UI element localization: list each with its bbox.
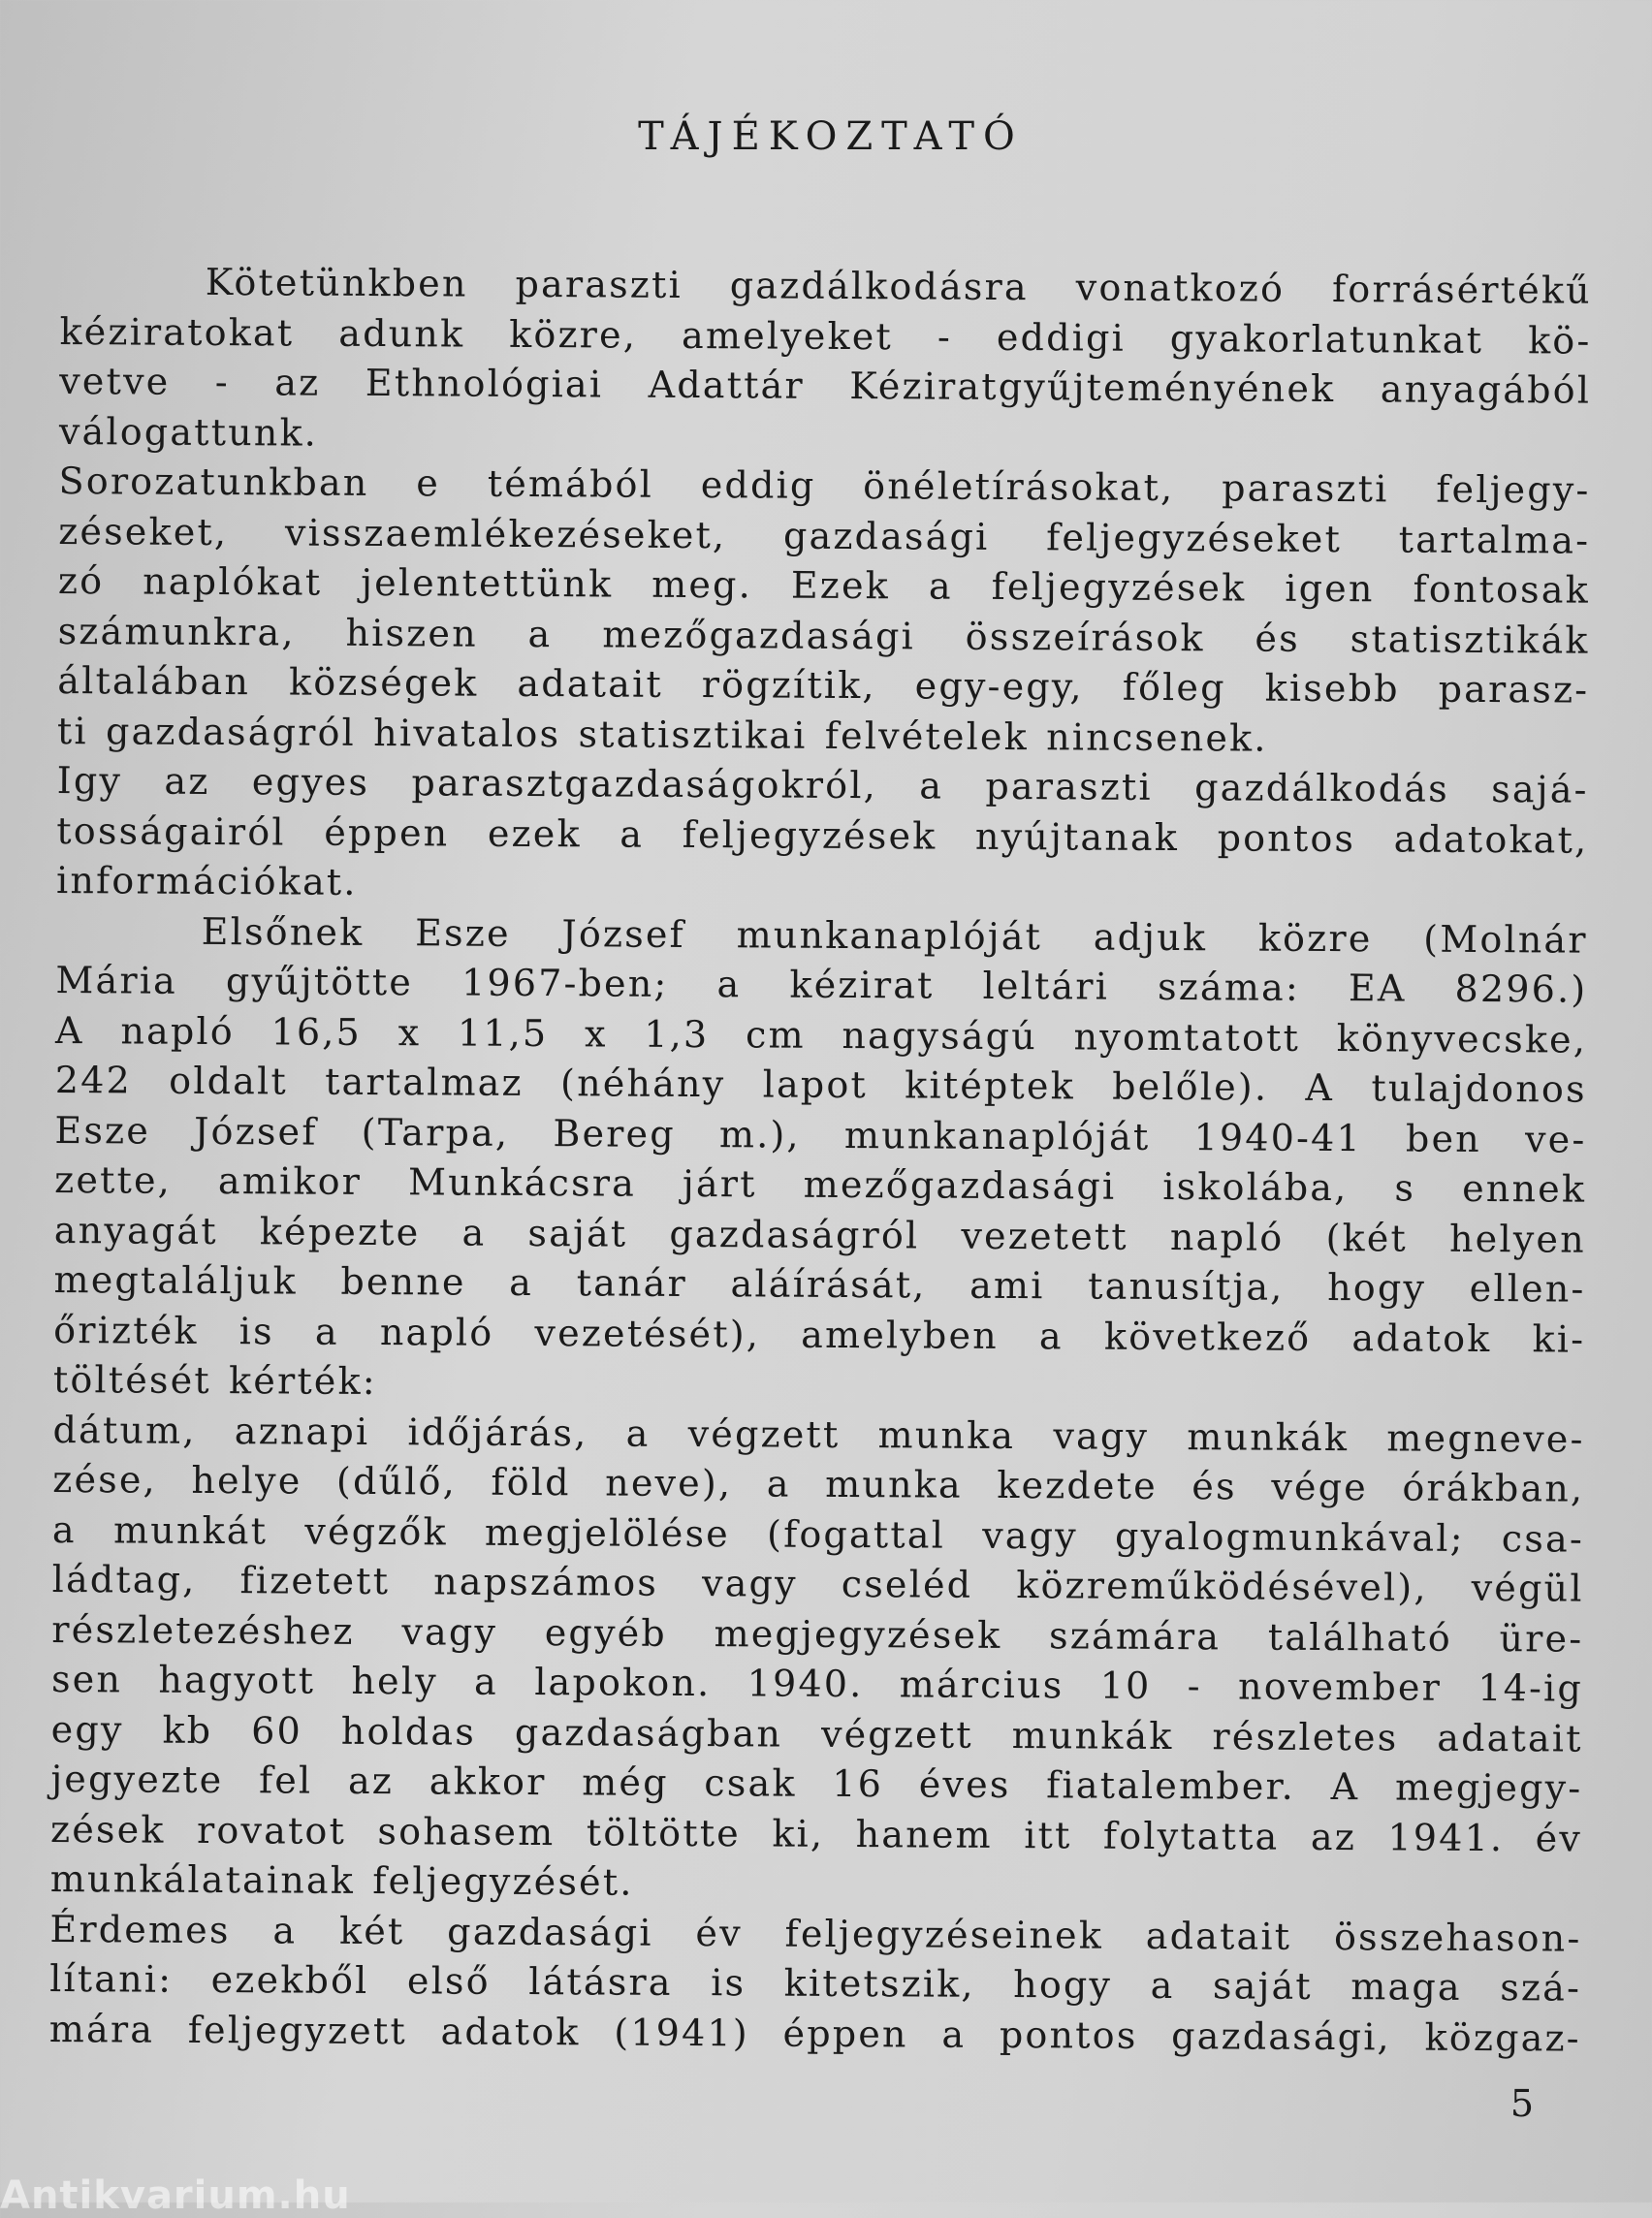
text-line: zéseket, visszaemlékezéseket, gazdasági feljegyzéseket tartalma- [58, 509, 1591, 562]
text-line: zó naplókat jelentettünk meg. Ezek a feljegyzések igen fontosak [57, 558, 1591, 612]
text-line: sen hagyott hely a lapokon. 1940. március 10 - november 14-ig [50, 1657, 1584, 1710]
text-line: számunkra, hiszen a mezőgazdasági összeírások és statisztikák [57, 609, 1590, 662]
text-line: válogattunk. [58, 409, 319, 455]
text-line: zette, amikor Munkácsra járt mezőgazdasági iskolába, s ennek [54, 1157, 1587, 1211]
text-line: általában községek adatait rögzítik, egy-egy, főleg kisebb parasz- [57, 658, 1590, 712]
text-line: 242 oldalt tartalmaz (néhány lapot kitéptek belőle). A tulajdonos [54, 1058, 1587, 1111]
text-line: Elsőnek Esze József munkanaplóját adjuk közre (Molnár [201, 909, 1588, 962]
text-line: Mária gyűjtötte 1967-ben; a kézirat leltári száma: EA 8296.) [55, 958, 1588, 1011]
text-line: vetve - az Ethnológiai Adattár Kéziratgyűjteményének anyagából [59, 359, 1592, 412]
text-line: Érdemes a két gazdasági év feljegyzéseinek adatait összehason- [49, 1907, 1582, 1960]
text-line: zése, helye (dűlő, föld neve), a munka kezdete és vége órákban, [52, 1457, 1585, 1510]
text-line: mára feljegyzett adatok (1941) éppen a pontos gazdasági, közgaz- [48, 2007, 1581, 2060]
text-line: Igy az egyes parasztgazdaságokról, a paraszti gazdálkodás sajá- [56, 758, 1589, 811]
text-line: jegyezte fel az akkor még csak 16 éves fiatalember. A megjegy- [50, 1757, 1583, 1810]
text-line: A napló 16,5 x 11,5 x 1,3 cm nagyságú nyomtatott könyvecske, [54, 1008, 1588, 1061]
text-line: a munkát végzők megjelölése (fogattal vagy gyalogmunkával; csa- [51, 1507, 1585, 1561]
text-line: kéziratokat adunk közre, amelyeket - eddigi gyakorlatunkat kö- [59, 309, 1592, 363]
text-line: tosságairól éppen ezek a feljegyzések nyújtanak pontos adatokat, [56, 808, 1589, 862]
text-line: Kötetünkben paraszti gazdálkodásra vonatkozó forrásértékű [205, 260, 1592, 312]
text-line: egy kb 60 holdas gazdaságban végzett munkák részletes adatait [50, 1707, 1583, 1760]
text-line: ládtag, fizetett napszámos vagy cseléd közreműködésével), végül [51, 1557, 1584, 1610]
text-line: ti gazdaságról hivatalos statisztikai felvételek nincsenek. [56, 709, 1268, 760]
watermark: Antikvarium.hu [0, 2173, 351, 2218]
text-line: megtaláljuk benne a tanár aláírását, ami tanusítja, hogy ellen- [53, 1257, 1586, 1311]
page-number: 5 [1509, 2082, 1534, 2125]
text-line: töltését kérték: [52, 1357, 377, 1404]
text-line: lítani: ezekből első látásra is kitetszik, hogy a saját maga szá- [49, 1956, 1582, 2010]
page-title: TÁJÉKOZTATÓ [638, 114, 1024, 159]
text-line: munkálatainak feljegyzését. [49, 1856, 634, 1904]
body-text [49, 257, 1592, 2064]
text-line: részletezéshez vagy egyéb megjegyzések számára található üre- [51, 1607, 1584, 1661]
text-line: anyagát képezte a saját gazdaságról vezetett napló (két helyen [53, 1208, 1586, 1261]
text-line: információkat. [55, 858, 358, 903]
text-line: őrizték is a napló vezetését), amelyben a következő adatok ki- [53, 1308, 1586, 1361]
text-line: dátum, aznapi időjárás, a végzett munka vagy munkák megneve- [52, 1408, 1585, 1461]
text-line: zések rovatot sohasem töltötte ki, hanem itt folytatta az 1941. év [49, 1807, 1583, 1860]
text-line: Esze József (Tarpa, Bereg m.), munkanaplóját 1940-41 ben ve- [54, 1108, 1587, 1161]
text-line: Sorozatunkban e témából eddig önéletírásokat, paraszti feljegy- [58, 459, 1591, 512]
